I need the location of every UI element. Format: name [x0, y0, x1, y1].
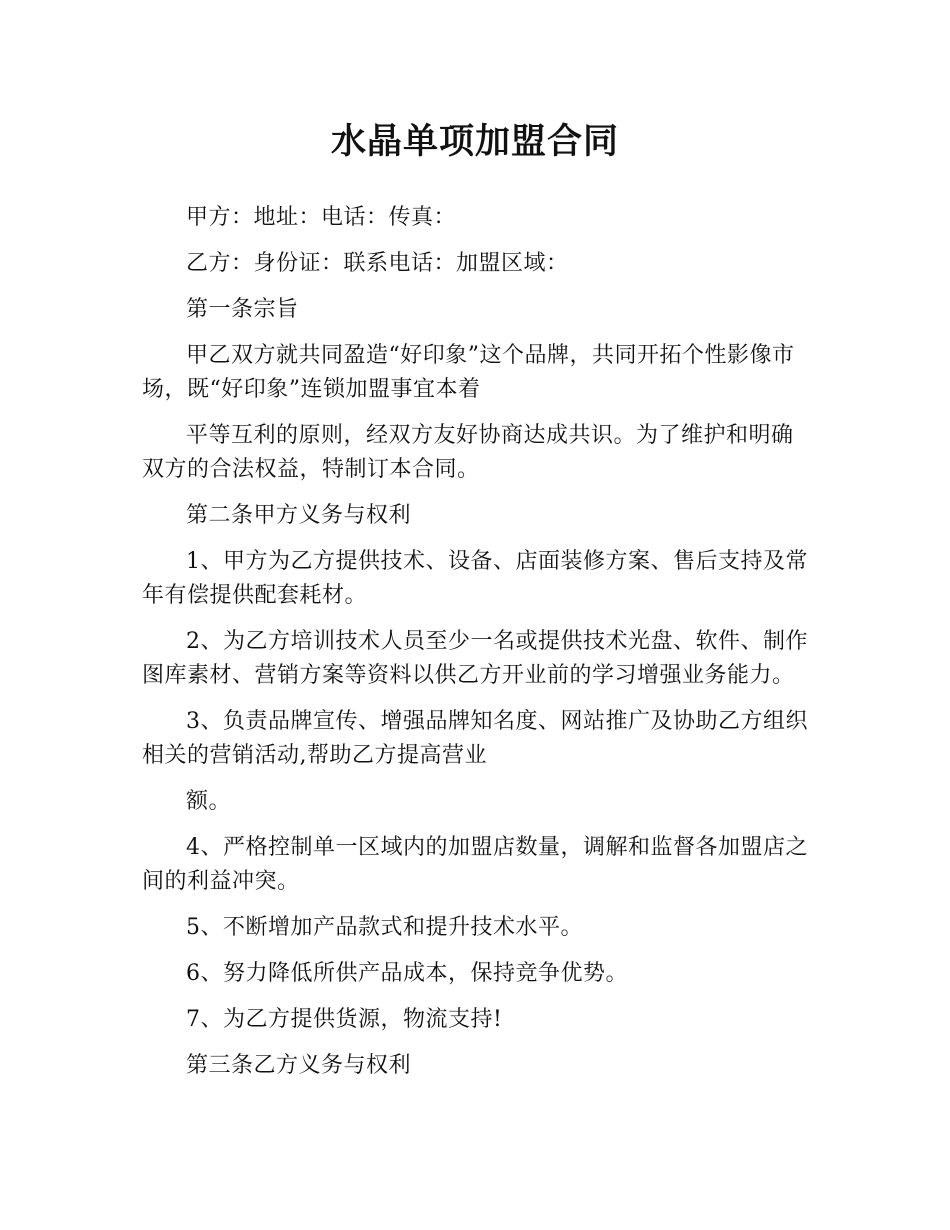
article-1-paragraph-2: 平等互利的原则，经双方友好协商达成共识。为了维护和明确双方的合法权益，特制订本合同。: [142, 423, 794, 482]
party-b-info: 乙方：身份证：联系电话：加盟区域：: [186, 251, 569, 276]
article-2-item-1: 1、甲方为乙方提供技术、设备、店面装修方案、售后支持及常年有偿提供配套耗材。: [142, 549, 808, 608]
article-2-item-7: 7、为乙方提供货源，物流支持!: [186, 1007, 503, 1032]
party-a-info: 甲方：地址：电话：传真：: [186, 205, 457, 230]
article-2-heading: 第二条甲方义务与权利: [186, 503, 412, 528]
document-body: [142, 201, 812, 1095]
document-title: 水晶单项加盟合同: [330, 122, 619, 162]
article-2-item-4: 4、严格控制单一区域内的加盟店数量，调解和监督各加盟店之间的利益冲突。: [142, 835, 808, 894]
article-2-item-6: 6、努力降低所供产品成本，保持竞争优势。: [186, 961, 628, 986]
article-2-item-5: 5、不断增加产品款式和提升技术水平。: [186, 915, 583, 940]
article-2-item-2: 2、为乙方培训技术人员至少一名或提供技术光盘、软件、制作图库素材、营销方案等资料以供乙方开业前的学习增强业务能力。: [142, 629, 808, 688]
article-2-item-3-continued: 额。: [186, 789, 232, 814]
article-1-paragraph-1: 甲乙双方就共同盈造“好印象”这个品牌，共同开拓个性影像市场，既“好印象”连锁加盟事宜本着: [142, 343, 795, 402]
article-2-item-3: 3、负责品牌宣传、增强品牌知名度、网站推广及协助乙方组织相关的营销活动,帮助乙方提高营业: [142, 709, 808, 768]
article-3-heading: 第三条乙方义务与权利: [186, 1053, 412, 1078]
article-1-heading: 第一条宗旨: [186, 297, 299, 322]
